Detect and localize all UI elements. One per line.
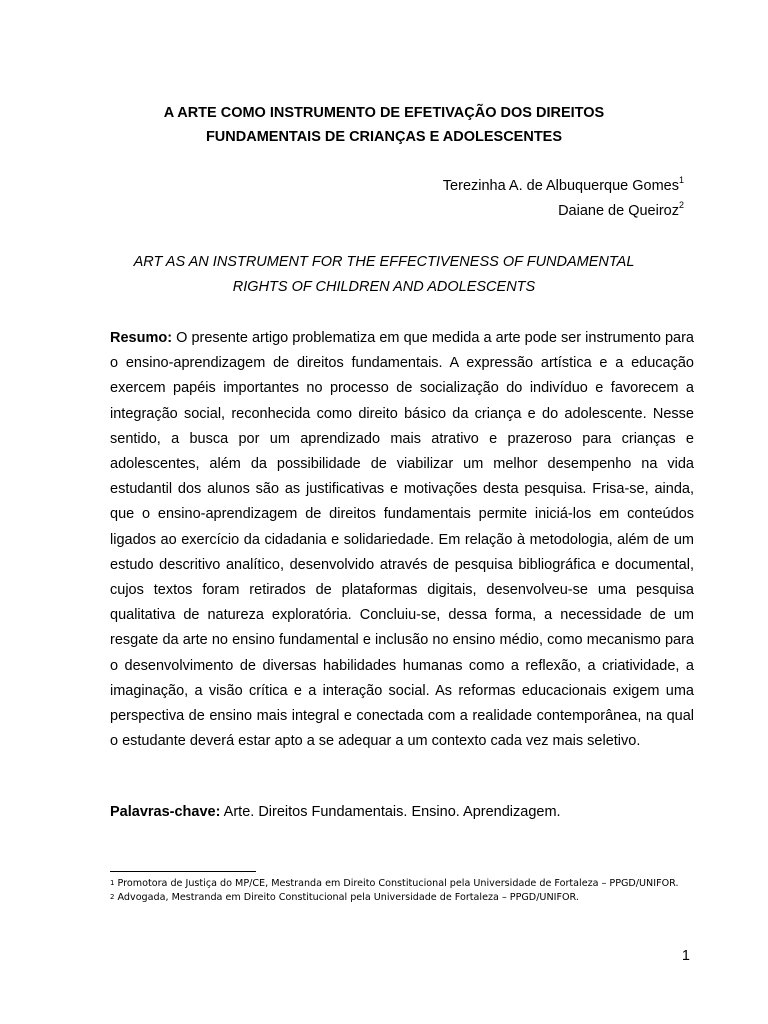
abstract-text: O presente artigo problematiza em que medida a arte pode ser instrumento para o ensino-aprendizagem de direitos fundamentais. A expressão artística e a educação exercem papéis importantes no processo de socialização do indivíduo e favorecem a integração social, reconhecida como direito básico da criança e do adolescente. Nesse sentido, a busca por um aprendizado mais atrativo e prazeroso para crianças e adolescentes, além da possibilidade de viabilizar um melhor desempenho na vida estudantil dos alunos são as justificativas e motivações desta pesquisa. Frisa-se, ainda, que o ensino-aprendizagem de direitos fundamentais permite iniciá-los em conteúdos ligados ao exercício da cidadania e solidariedade. Em relação à metodologia, além de um estudo descritivo analítico, desenvolvido através de pesquisa bibliográfica e documental, cujos textos foram retirados de plataformas digitais, desenvolveu-se uma pesquisa qualitativa de natureza exploratória. Concluiu-se, dessa forma, a necessidade de um resgate da arte no ensino fundamental e inclusão no ensino médio, como mecanismo para o desenvolvimento de diversas habilidades humanas como a reflexão, a criatividade, a imaginação, a visão crítica e a interação social. As reformas educacionais exigem uma perspectiva de ensino mais integral e conectada com a realidade contemporânea, na qual o estudante deverá estar apto a se adequar a um contexto cada vez mais seletivo.	[110, 330, 694, 750]
footnotes	[110, 877, 690, 904]
footnote-text: Promotora de Justiça do MP/CE, Mestranda em Direito Constitucional pela Universidade de Fortaleza – PPGD/UNIFOR.	[117, 878, 679, 889]
english-title-line: ART AS AN INSTRUMENT FOR THE EFFECTIVENESS OF FUNDAMENTAL	[133, 254, 635, 270]
keywords	[110, 804, 561, 820]
abstract	[110, 326, 694, 754]
author-1	[442, 175, 684, 194]
footnote-number: 1	[110, 879, 115, 887]
paper-title	[0, 101, 768, 149]
footnote-mark: 2	[678, 200, 684, 210]
footnote-2	[110, 891, 690, 905]
abstract-label: Resumo:	[110, 330, 173, 346]
footnote-mark: 1	[678, 175, 684, 185]
footnote-divider	[110, 871, 256, 872]
english-title-line: RIGHTS OF CHILDREN AND ADOLESCENTS	[232, 279, 536, 295]
author-name: Terezinha A. de Albuquerque Gomes	[442, 178, 679, 194]
english-title	[0, 250, 768, 300]
keywords-text: Arte. Direitos Fundamentais. Ensino. Aprendizagem.	[223, 804, 561, 820]
footnote-text: Advogada, Mestranda em Direito Constitucional pela Universidade de Fortaleza – PPGD/UNIFOR.	[117, 891, 579, 903]
footnote-number: 2	[110, 892, 115, 901]
paper-title-line: FUNDAMENTAIS DE CRIANÇAS E ADOLESCENTES	[205, 129, 563, 145]
footnote-1	[110, 877, 690, 891]
page-number: 1	[681, 948, 690, 964]
keywords-label: Palavras-chave:	[110, 804, 221, 820]
author-name: Daiane de Queiroz	[558, 203, 679, 219]
paper-title-line: A ARTE COMO INSTRUMENTO DE EFETIVAÇÃO DOS DIREITOS	[163, 105, 605, 121]
author-2	[558, 200, 684, 219]
